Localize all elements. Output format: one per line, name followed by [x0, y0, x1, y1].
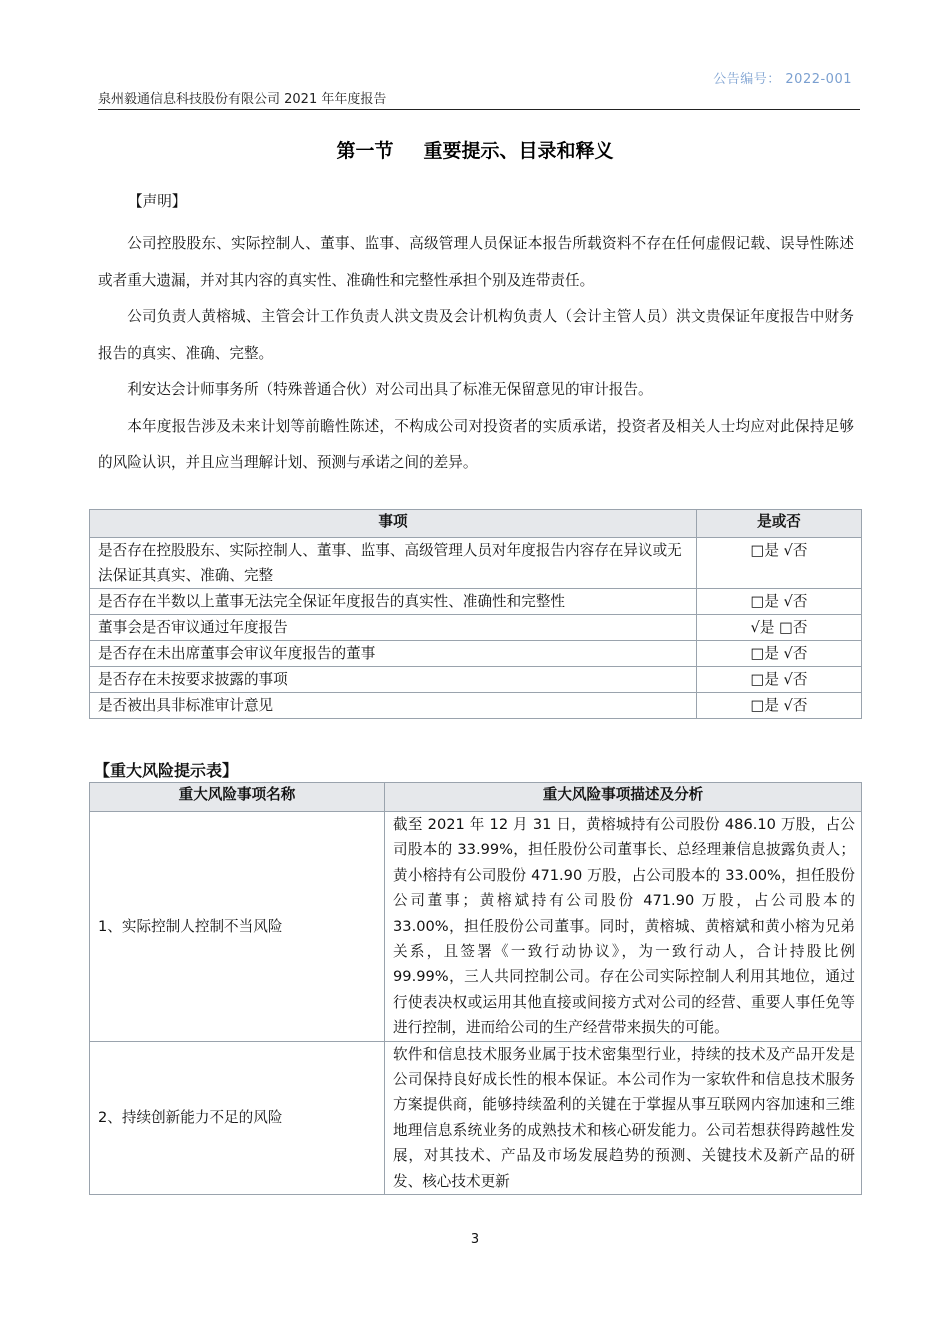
matter-cell: 是否存在控股股东、实际控制人、董事、监事、高级管理人员对年度报告内容存在异议或无法保证其真实、准确、完整	[90, 538, 697, 589]
risk-name-cell: 1、实际控制人控制不当风险	[90, 812, 385, 1042]
matter-cell: 是否存在半数以上董事无法完全保证年度报告的真实性、准确性和完整性	[90, 589, 697, 615]
paragraph: 公司控股股东、实际控制人、董事、监事、高级管理人员保证本报告所载资料不存在任何虚假记载、误导性陈述或者重大遗漏，并对其内容的真实性、准确性和完整性承担个别及连带责任。	[98, 235, 854, 289]
risk-table	[89, 782, 861, 1195]
table-row	[90, 1041, 862, 1194]
risk-description-cell: 软件和信息技术服务业属于技术密集型行业，持续的技术及产品开发是公司保持良好成长性的根本保证。本公司作为一家软件和信息技术服务方案提供商，能够持续盈利的关键在于掌握从事互联网内容加速和三维地理信息系统业务的成熟技术和核心研发能力。公司若想获得跨越性发展，对其技术、产品及市场发展趋势的预测、关键技术及新产品的研发、核心技术更新	[385, 1041, 862, 1194]
matter-cell: 董事会是否审议通过年度报告	[90, 615, 697, 641]
section-name: 重要提示、目录和释义	[423, 140, 614, 162]
paragraph: 公司负责人黄榕城、主管会计工作负责人洪文贵及会计机构负责人（会计主管人员）洪文贵保证年度报告中财务报告的真实、准确、完整。	[98, 308, 854, 362]
notice-number: 公告编号： 2022-001	[713, 72, 852, 87]
column-header: 事项	[90, 510, 697, 538]
yes-no-cell: □是 √否	[697, 693, 862, 719]
column-header: 重大风险事项描述及分析	[385, 783, 862, 812]
yes-no-cell: √是 □否	[697, 615, 862, 641]
matter-cell: 是否存在未按要求披露的事项	[90, 667, 697, 693]
column-header: 重大风险事项名称	[90, 783, 385, 812]
section-title	[0, 136, 950, 163]
report-header: 泉州毅通信息科技股份有限公司 2021 年年度报告	[98, 88, 860, 110]
paragraph: 利安达会计师事务所（特殊普通合伙）对公司出具了标准无保留意见的审计报告。	[127, 381, 653, 398]
table-header-row	[90, 783, 862, 812]
table-row	[90, 693, 862, 719]
page-number: 3	[470, 1232, 480, 1247]
risk-name-cell: 2、持续创新能力不足的风险	[90, 1041, 385, 1194]
matters-table	[89, 509, 861, 719]
table-header-row	[90, 510, 862, 538]
table-row	[90, 615, 862, 641]
risk-table-heading: 【重大风险提示表】	[94, 761, 239, 780]
section-number: 第一节	[336, 140, 394, 162]
paragraph: 本年度报告涉及未来计划等前瞻性陈述，不构成公司对投资者的实质承诺，投资者及相关人士均应对此保持足够的风险认识，并且应当理解计划、预测与承诺之间的差异。	[98, 417, 854, 471]
table-row	[90, 812, 862, 1042]
table-row	[90, 641, 862, 667]
risk-description-cell: 截至 2021 年 12 月 31 日，黄榕城持有公司股份 486.10 万股，占公司股本的 33.99%，担任股份公司董事长、总经理兼信息披露负责人；黄小榕持有公司股份 471.90 万股，占公司股本的 33.00%，担任股份公司董事；黄榕斌持有公司股份 471.90 万股，占公司股本的 33.00%，担任股份公司董事。同时，黄榕城、黄榕斌和黄小榕为兄弟关系，且签署《一致行动协议》，为一致行动人，合计持股比例 99.99%，三人共同控制公司。存在公司实际控制人利用其地位，通过行使表决权或运用其他直接或间接方式对公司的经营、重要人事任免等进行控制，进而给公司的生产经营带来损失的可能。	[385, 812, 862, 1042]
column-header: 是或否	[697, 510, 862, 538]
yes-no-cell: □是 √否	[697, 641, 862, 667]
matter-cell: 是否被出具非标准审计意见	[90, 693, 697, 719]
yes-no-cell: □是 √否	[697, 667, 862, 693]
table-row	[90, 538, 862, 589]
table-row	[90, 589, 862, 615]
declaration-label: 【声明】	[128, 193, 187, 210]
yes-no-cell: □是 √否	[697, 589, 862, 615]
table-row	[90, 667, 862, 693]
matter-cell: 是否存在未出席董事会审议年度报告的董事	[90, 641, 697, 667]
declaration-body	[98, 226, 854, 482]
yes-no-cell: □是 √否	[697, 538, 862, 589]
